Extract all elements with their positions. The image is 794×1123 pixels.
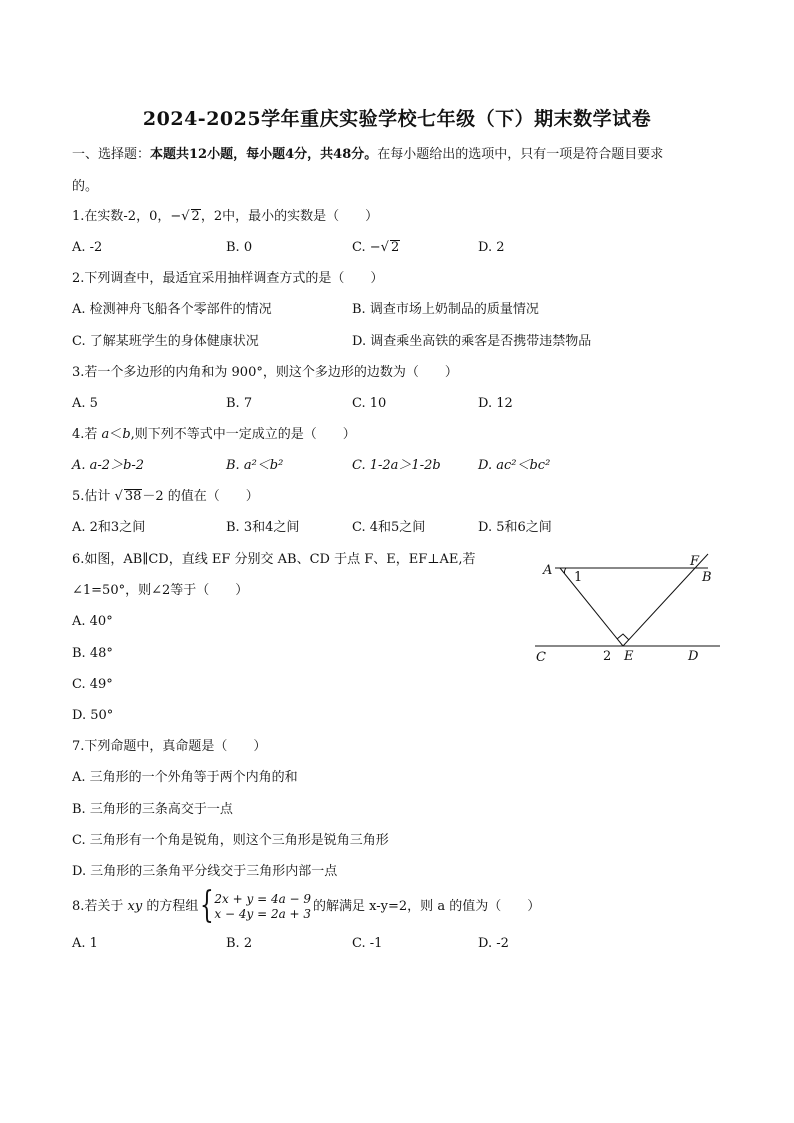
q4-option-d[interactable]: D. ac²＜bc²: [478, 458, 551, 473]
q4-var-a: a: [101, 427, 110, 442]
q6-option-b[interactable]: B. 48°: [72, 646, 113, 661]
q7-option-b[interactable]: B. 三角形的三条高交于一点: [72, 802, 233, 817]
equation-1: 2x + y = 4a − 9: [214, 891, 312, 906]
q1-stem-a: 1.在实数-2，0，: [72, 209, 171, 224]
q8-var-x: x: [127, 899, 135, 914]
q4-var-b: b: [122, 427, 131, 442]
q3-option-a[interactable]: A. 5: [72, 396, 98, 411]
minus-sign: −: [170, 209, 182, 224]
q7-option-d[interactable]: D. 三角形的三条角平分线交于三角形内部一点: [72, 864, 338, 879]
angle-1-arc: [564, 568, 566, 573]
q8-stem-c: 的解满足 x-y=2，则 a 的值为（ ）: [313, 899, 541, 914]
q8-option-a[interactable]: A. 1: [72, 936, 98, 951]
q5-stem: 5.估计 √ 38－2 的值在（ ）: [72, 489, 259, 504]
q4-option-c[interactable]: C. 1-2a＞1-2b: [352, 458, 441, 473]
label-f: F: [690, 554, 700, 569]
section-prefix: 一、选择题：: [72, 147, 151, 162]
q5-sqrt: 38: [124, 489, 142, 504]
label-angle-2: 2: [603, 649, 612, 664]
label-e: E: [624, 649, 634, 664]
q2-stem: 2.下列调查中，最适宜采用抽样调查方式的是（ ）: [72, 271, 384, 286]
label-angle-1: 1: [574, 570, 583, 585]
label-d: D: [688, 649, 699, 664]
q5-option-b[interactable]: B. 3和4之间: [226, 520, 300, 535]
section-scoring: 本题共12小题，每小题4分，共48分。: [150, 147, 378, 162]
label-a: A: [543, 563, 553, 578]
equation-system: [200, 884, 312, 926]
q6-option-a[interactable]: A. 40°: [72, 614, 113, 629]
q2-option-b[interactable]: B. 调查市场上奶制品的质量情况: [352, 302, 539, 317]
q1-stem: 1.在实数-2，0，−√ 2，2中，最小的实数是（ ）: [72, 209, 379, 224]
q1-stem-b: ，2中，最小的实数是（ ）: [200, 209, 379, 224]
q5-option-a[interactable]: A. 2和3之间: [72, 520, 146, 535]
q4-stem: [72, 426, 356, 444]
section-heading: [72, 146, 663, 164]
q1-option-c[interactable]: C. −√ 2: [352, 240, 400, 255]
equation-2: x − 4y = 2a + 3: [214, 906, 312, 921]
exam-title: 2024-2025学年重庆实验学校七年级（下）期末数学试卷: [142, 108, 652, 130]
q7-option-a[interactable]: A. 三角形的一个外角等于两个内角的和: [72, 770, 298, 785]
q2-option-c[interactable]: C. 了解某班学生的身体健康状况: [72, 334, 259, 349]
label-b: B: [702, 570, 712, 585]
q7-stem: 7.下列命题中，真命题是（ ）: [72, 739, 267, 754]
q3-option-b[interactable]: B. 7: [226, 396, 253, 411]
section-instruction: 在每小题给出的选项中，只有一项是符合题目要求: [377, 147, 664, 162]
q1-option-c-sqrt: 2: [390, 240, 400, 255]
q8-stem-b: 的方程组: [142, 899, 199, 914]
q2-option-a[interactable]: A. 检测神舟飞船各个零部件的情况: [72, 302, 272, 317]
label-c: C: [536, 650, 546, 665]
q5-option-c[interactable]: C. 4和5之间: [352, 520, 426, 535]
q8-stem: [72, 884, 541, 926]
q6-geometry-figure: [530, 548, 730, 673]
q1-option-a[interactable]: A. -2: [72, 240, 103, 255]
brace-icon: {: [200, 884, 215, 926]
q4-option-a[interactable]: A. a-2＞b-2: [72, 458, 145, 473]
q7-option-c[interactable]: C. 三角形有一个角是锐角，则这个三角形是锐角三角形: [72, 833, 389, 848]
q1-option-c-label: C.: [352, 240, 370, 255]
q8-option-c[interactable]: C. -1: [352, 936, 383, 951]
q1-option-d[interactable]: D. 2: [478, 240, 505, 255]
q8-option-d[interactable]: D. -2: [478, 936, 509, 951]
q6-option-d[interactable]: D. 50°: [72, 708, 114, 723]
q4-option-b[interactable]: B. a²＜b²: [226, 458, 284, 473]
section-heading-cont: 的。: [72, 179, 99, 194]
q1-option-b[interactable]: B. 0: [226, 240, 253, 255]
q5-option-d[interactable]: D. 5和6之间: [478, 520, 552, 535]
q6-stem-line2: ∠1=50°，则∠2等于（ ）: [72, 583, 249, 598]
q2-option-d[interactable]: D. 调查乘坐高铁的乘客是否携带违禁物品: [352, 334, 592, 349]
q6-stem-line1: 6.如图，AB∥CD，直线 EF 分别交 AB、CD 于点 F、E，EF⊥AE,若: [72, 552, 476, 567]
q8-option-b[interactable]: B. 2: [226, 936, 253, 951]
q4-stem-a: 4.若: [72, 427, 102, 442]
q8-stem-a: 8.若关于: [72, 899, 128, 914]
q4-stem-b: ,则下列不等式中一定成立的是（ ）: [130, 427, 356, 442]
q5-stem-a: 5.估计: [72, 489, 115, 504]
q3-option-c[interactable]: C. 10: [352, 396, 387, 411]
q3-stem: 3.若一个多边形的内角和为 900°，则这个多边形的边数为（ ）: [72, 365, 458, 380]
q4-lt: ＜: [109, 427, 123, 442]
q8-var-y: y: [134, 899, 143, 914]
right-angle-mark: [617, 634, 629, 640]
line-ae: [560, 568, 623, 646]
q3-option-d[interactable]: D. 12: [478, 396, 513, 411]
q5-stem-b: －2 的值在（ ）: [142, 489, 259, 504]
q6-option-c[interactable]: C. 49°: [72, 677, 113, 692]
q1-sqrt: 2: [191, 209, 200, 224]
